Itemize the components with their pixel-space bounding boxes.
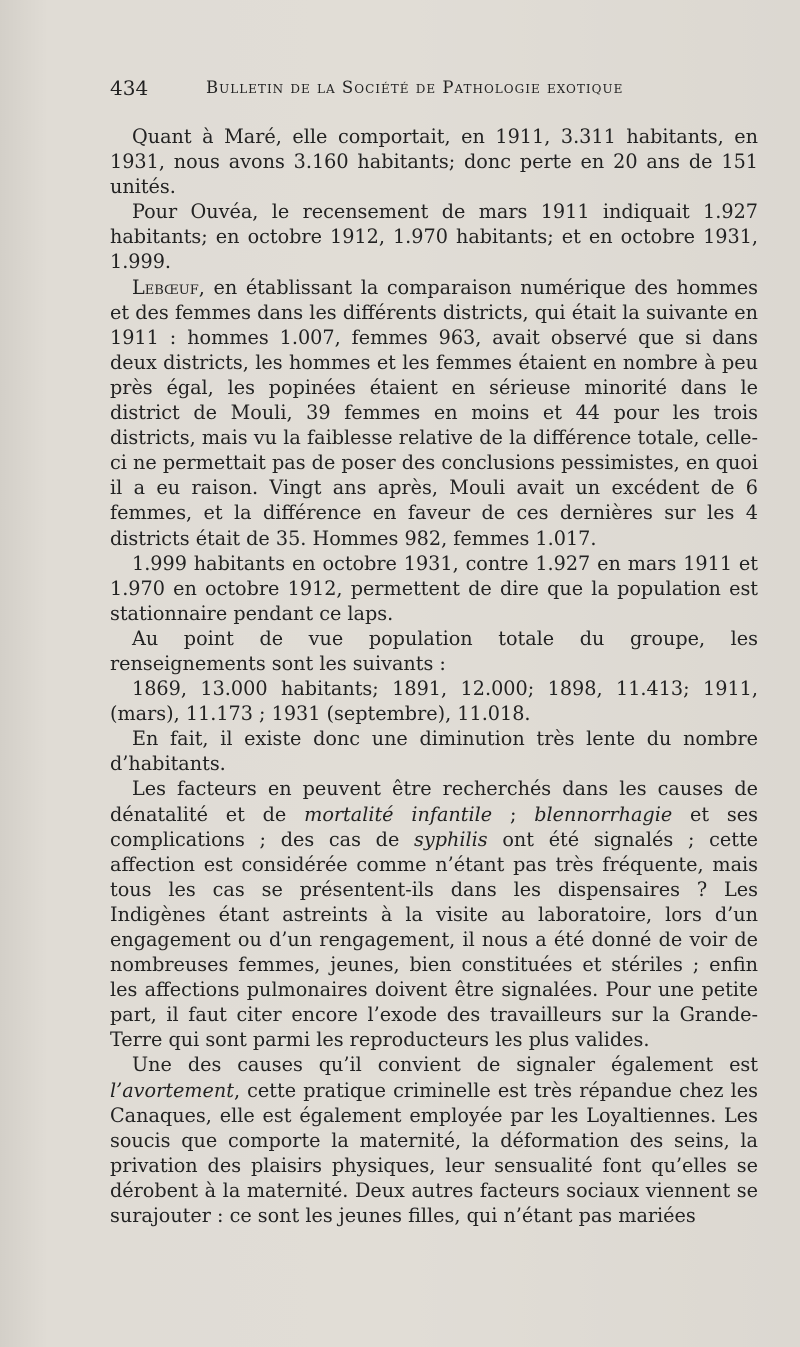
paragraph: En fait, il existe donc une diminution très lente du nombre d’habitants. xyxy=(110,727,758,776)
paragraph: Pour Ouvéa, le recensement de mars 1911 indiquait 1.927 habitants; en octobre 1912, 1.970 habitants; et en octobre 1931, 1.999. xyxy=(110,200,758,274)
page-number: 434 xyxy=(110,76,149,100)
italic-term: mortalité infantile xyxy=(304,802,493,826)
italic-term: blennorrhagie xyxy=(534,802,673,826)
italic-term: l’avortement xyxy=(110,1078,234,1102)
paragraph: Quant à Maré, elle comportait, en 1911, 3.311 habitants, en 1931, nous avons 3.160 habitants; donc perte en 20 ans de 151 unités. xyxy=(110,125,758,199)
paragraph: 1.999 habitants en octobre 1931, contre 1.927 en mars 1911 et 1.970 en octobre 1912, permettent de dire que la population est stationnaire pendant ce laps. xyxy=(110,551,758,625)
paragraph: Les facteurs en peuvent être recherchés dans les causes de dénatalité et de mortalité infantile ; blennorrhagie et ses complications ; des cas de syphilis ont été signalés ; cette affection est considérée comme n’étant pas très fréquente, mais tous les cas se présentent-ils dans les dispensaires ? Les Indigènes étant astreints à la visite au laboratoire, lors d’un engagement ou d’un rengagement, il nous a été donné de voir de nombreuses femmes, jeunes, bien constituées et stériles ; enfin les affections pulmonaires doivent être signalées. Pour une petite part, il faut citer encore l’exode des travailleurs sur la Grande-Terre qui sont parmi les reproducteurs les plus valides. xyxy=(110,777,759,1052)
author-name: Lebœuf xyxy=(132,275,199,299)
paragraph: Une des causes qu’il convient de signaler également est l’avortement, cette pratique criminelle est très répandue chez les Canaques, elle est également employée par les Loyaltiennes. Les soucis que comporte la maternité, la déformation des seins, la privation des plaisirs physiques, leur sensualité font qu’elles se dérobent à la maternité. Deux autres facteurs sociaux viennent se surajouter : ce sont les jeunes filles, qui n’étant pas mariées xyxy=(110,1053,758,1228)
italic-term: syphilis xyxy=(414,827,488,851)
paragraph: Au point de vue population totale du groupe, les renseignements sont les suivants : xyxy=(110,626,758,675)
paragraph: Lebœuf, en établissant la comparaison numérique des hommes et des femmes dans les différents districts, qui était la suivante en 1911 : hommes 1.007, femmes 963, avait observé que si dans deux districts, les hommes et les femmes étaient en nombre à peu près égal, les popinées étaient en sérieuse minorité dans le district de Mouli, 39 femmes en moins et 44 pour les trois districts, mais vu la faiblesse relative de la différence totale, celle-ci ne permettait pas de poser des conclusions pessimistes, en quoi il a eu raison. Vingt ans après, Mouli avait un excédent de 6 femmes, et la différence en faveur de ces dernières sur les 4 districts était de 35. Hommes 982, femmes 1.017. xyxy=(110,275,758,550)
paragraph: 1869, 13.000 habitants; 1891, 12.000; 1898, 11.413; 1911, (mars), 11.173 ; 1931 (septembre), 11.018. xyxy=(110,677,758,726)
page-header xyxy=(110,76,760,104)
running-title: Bulletin de la Société de Pathologie exotique xyxy=(206,78,624,97)
body-text xyxy=(110,124,758,1228)
